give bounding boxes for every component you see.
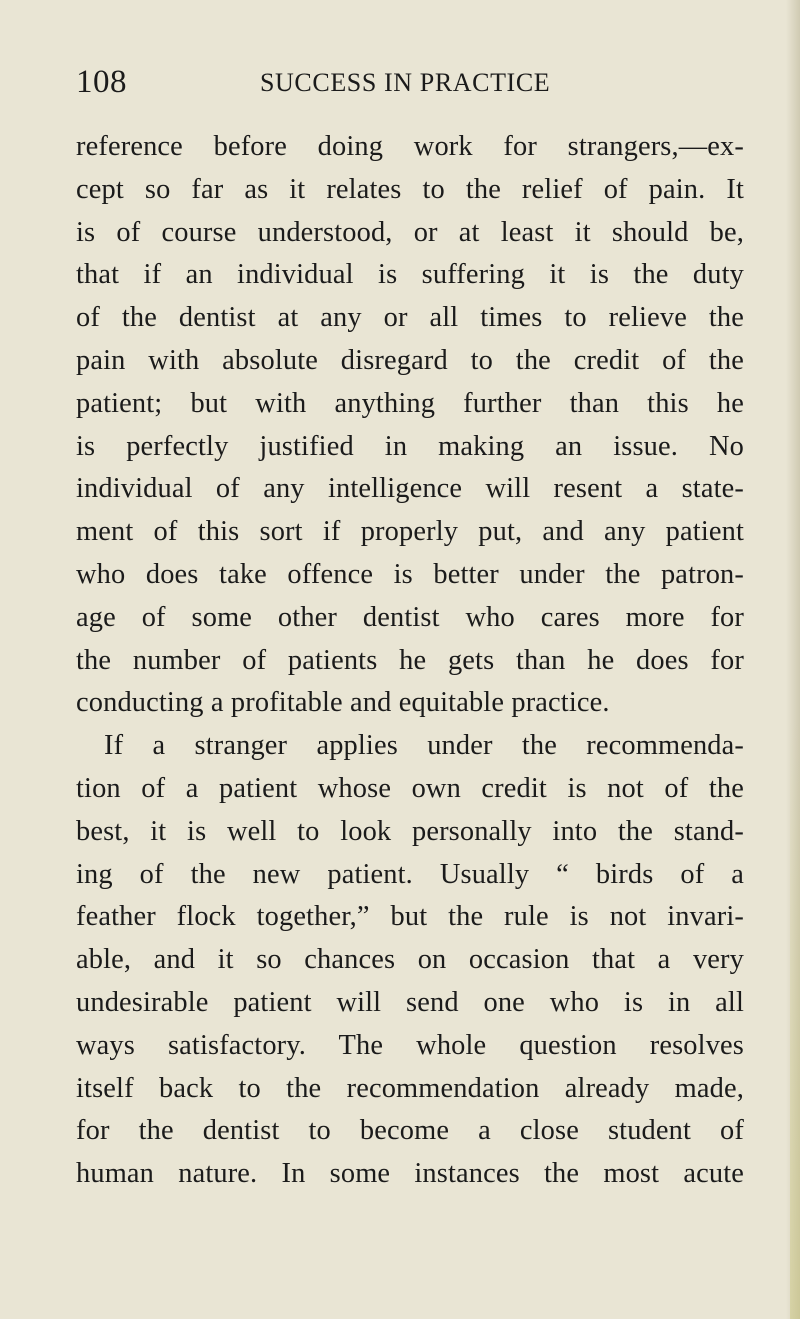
text-line: is of course understood, or at least it should be, (76, 216, 744, 248)
text-line: tion of a patient whose own credit is not of the (76, 772, 744, 804)
text-line: individual of any intelligence will resent a state- (76, 473, 744, 505)
body-text (76, 126, 744, 1196)
page-edge-discoloration (790, 719, 800, 1319)
text-line: itself back to the recommendation already made, (76, 1072, 744, 1104)
text-line: If a stranger applies under the recommenda- (104, 730, 744, 762)
text-line: that if an individual is suffering it is the duty (76, 259, 744, 291)
text-line: who does take offence is better under the patron- (76, 558, 744, 590)
text-line: is perfectly justified in making an issue. No (76, 430, 744, 462)
text-line: ment of this sort if properly put, and any patient (76, 516, 744, 548)
page-number: 108 (76, 64, 127, 100)
text-line: undesirable patient will send one who is in all (76, 986, 744, 1018)
text-line: reference before doing work for strangers,—ex- (76, 131, 744, 162)
text-line: able, and it so chances on occasion that a very (76, 944, 744, 976)
text-line: human nature. In some instances the most acute (76, 1158, 744, 1190)
text-line: conducting a profitable and equitable practice. (76, 687, 610, 719)
text-line: age of some other dentist who cares more for (76, 601, 744, 633)
text-line: feather flock together,” but the rule is not invari- (76, 901, 744, 933)
text-line: cept so far as it relates to the relief of pain. It (76, 173, 744, 205)
text-line: the number of patients he gets than he does for (76, 644, 744, 676)
running-title: SUCCESS IN PRACTICE (260, 68, 551, 97)
text-line: best, it is well to look personally into the stand- (76, 815, 744, 847)
text-line: patient; but with anything further than this he (76, 387, 744, 419)
text-line: ways satisfactory. The whole question resolves (76, 1029, 744, 1061)
text-line: ing of the new patient. Usually “ birds of a (76, 858, 744, 890)
text-line: for the dentist to become a close student of (76, 1115, 744, 1147)
page-header (76, 64, 744, 104)
text-line: of the dentist at any or all times to relieve the (76, 302, 744, 334)
text-line: pain with absolute disregard to the credit of the (76, 344, 744, 376)
